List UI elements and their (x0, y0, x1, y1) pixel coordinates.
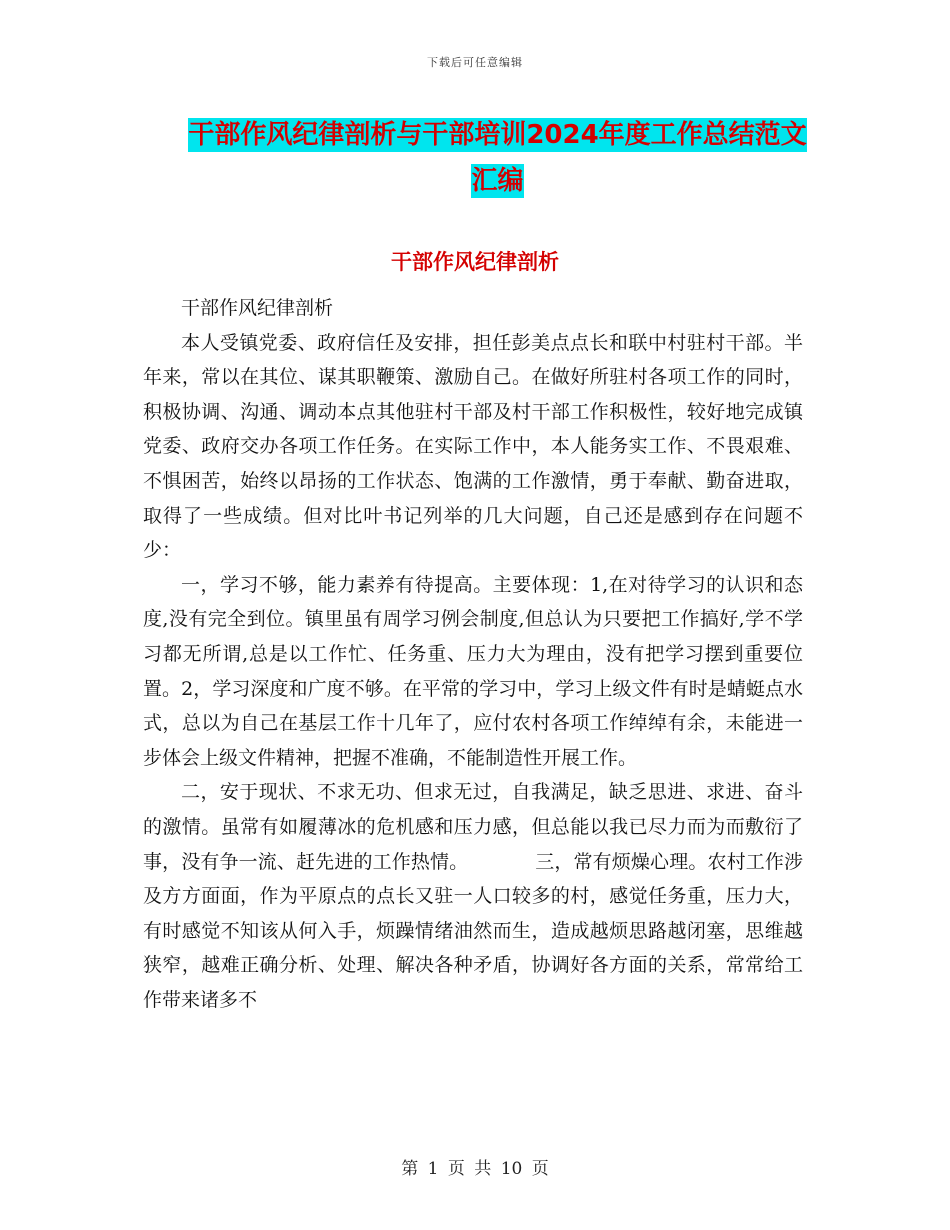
paragraph: 一，学习不够，能力素养有待提高。主要体现：1,在对待学习的认识和态度,没有完全到位。镇里虽有周学习例会制度,但总认为只要把工作搞好,学不学习都无所谓,总是以工作忙、任务重、压力大为理由，没有把学习摆到重要位置。2，学习深度和广度不够。在平常的学习中，学习上级文件有时是蜻蜓点水式，总以为自己在基层工作十几年了，应付农村各项工作绰绰有余，未能进一步体会上级文件精神，把握不准确，不能制造性开展工作。 (143, 573, 803, 769)
title-line-2: 汇编 (471, 166, 524, 196)
section-title: 干部作风纪律剖析 (391, 250, 559, 274)
title-line-1: 干部作风纪律剖析与干部培训2024年度工作总结范文 (188, 120, 807, 150)
page-header-note: 下载后可任意编辑 (427, 56, 523, 69)
paragraph: 本人受镇党委、政府信任及安排，担任彭美点点长和联中村驻村干部。半年来，常以在其位、谋其职鞭策、激励自己。在做好所驻村各项工作的同时，积极协调、沟通、调动本点其他驻村干部及村干部工作积极性，较好地完成镇党委、政府交办各项工作任务。在实际工作中，本人能务实工作、不畏艰难、不惧困苦，始终以昂扬的工作状态、饱满的工作激情，勇于奉献、勤奋进取，取得了一些成绩。但对比叶书记列举的几大问题，自己还是感到存在问题不少： (143, 331, 803, 562)
document-body (143, 291, 803, 1017)
page-number: 第 1 页 共 10 页 (401, 1159, 549, 1179)
paragraph: 二，安于现状、不求无功、但求无过，自我满足，缺乏思进、求进、奋斗的激情。虽常有如履薄冰的危机感和压力感，但总能以我已尽力而为而敷衍了事，没有争一流、赶先进的工作热情。 三，常有烦燥心理。农村工作涉及方方面面，作为平原点的点长又驻一人口较多的村，感觉任务重，压力大，有时感觉不知该从何入手，烦躁情绪油然而生，造成越烦思路越闭塞，思维越狭窄，越难正确分析、处理、解决各种矛盾，协调好各方面的关系，常常给工作带来诸多不 (143, 781, 803, 1011)
document-title (185, 112, 810, 204)
paragraph-subtitle: 干部作风纪律剖析 (181, 297, 334, 319)
